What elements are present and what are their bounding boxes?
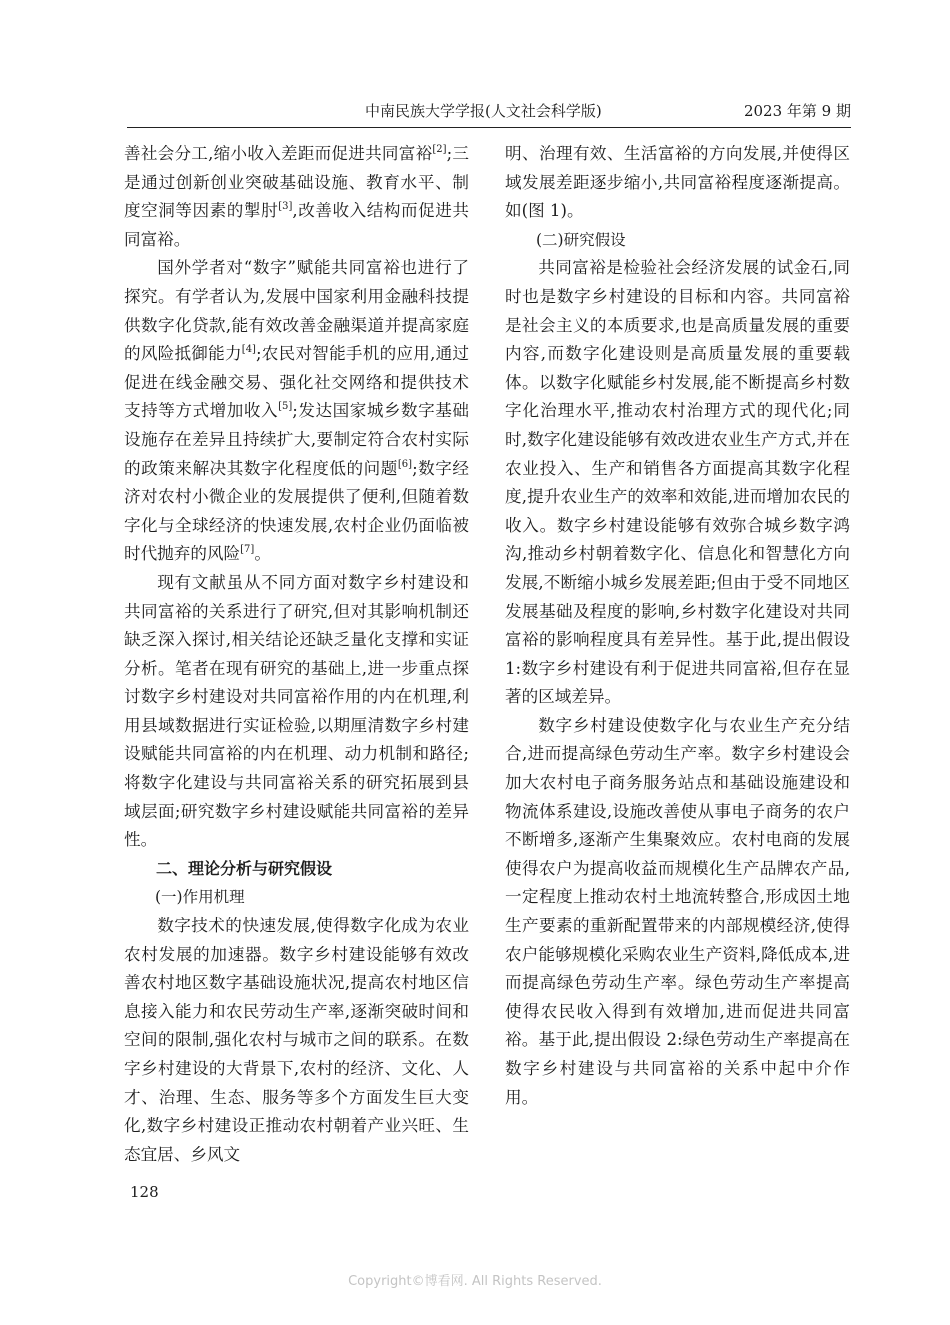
text-run: ;农民对智能手机的应用,通过促进在线金融交易、强化社交网络和提供技术支持等方式增加收入 — [124, 344, 469, 421]
section-heading: 二、理论分析与研究假设 — [156, 858, 333, 878]
paragraph — [124, 140, 469, 254]
text-run: ;发达国家城乡数字基础设施存在差异且持续扩大,要制定符合农村实际的政策来解决其数字化程度低的问题 — [124, 401, 470, 478]
left-column — [124, 140, 469, 1169]
text-run: ;数字经济对农村小微企业的发展提供了便利,但随着数字化与全球经济的快速发展,农村企业仍面临被时代抛弃的风险 — [124, 458, 470, 564]
text-run: 。 — [254, 544, 271, 564]
paragraph: 共同富裕是检验社会经济发展的试金石,同时也是数字乡村建设的目标和内容。共同富裕是社会主义的本质要求,也是高质量发展的重要内容,而数字化建设则是高质量发展的重要载体。以数字化赋能乡村发展,能不断提高乡村数字化治理水平,推动农村治理方式的现代化;同时,数字化建设能够有效改进农业生产方式,并在农业投入、生产和销售各方面提高其数字化程度,提升农业生产的效率和效能,进而增加农民的收入。数字乡村建设能够有效弥合城乡数字鸿沟,推动乡村朝着数字化、信息化和智慧化方向发展,不断缩小城乡发展差距;但由于受不同地区发展基础及程度的影响,乡村数字化建设对共同富裕的影响程度具有差异性。基于此,提出假设 1:数字乡村建设有利于促进共同富裕,但存在显著的区域差异。 — [505, 258, 850, 707]
citation-ref: [6] — [397, 458, 413, 470]
subsection-heading: (一)作用机理 — [155, 888, 245, 907]
running-header — [127, 97, 851, 128]
issue-label: 2023 年第 9 期 — [743, 102, 851, 120]
citation-ref: [3] — [278, 201, 293, 213]
citation-ref: [7] — [240, 544, 255, 556]
right-column — [505, 140, 850, 1112]
citation-ref: [2] — [432, 144, 447, 155]
subsection-heading: (二)研究假设 — [536, 230, 626, 249]
text-run: ,改善收入结构而促进共同富裕。 — [124, 201, 470, 249]
citation-ref: [5] — [278, 401, 293, 413]
paragraph — [124, 254, 469, 569]
text-run: 善社会分工,缩小收入差距而促进共同富裕 — [124, 144, 433, 163]
journal-name: 中南民族大学学报(人文社会科学版) — [365, 102, 602, 120]
text-run: ;三是通过创新创业突破基础设施、教育水平、制度空洞等因素的掣肘 — [124, 144, 469, 221]
page-number: 128 — [130, 1183, 159, 1201]
copyright-watermark: Copyright©博看网. All Rights Reserved. — [348, 1274, 602, 1289]
paragraph: 数字技术的快速发展,使得数字化成为农业农村发展的加速器。数字乡村建设能够有效改善农村地区数字基础设施状况,提高农村地区信息接入能力和农民劳动生产率,逐渐突破时间和空间的限制,强化农村与城市之间的联系。在数字乡村建设的大背景下,农村的经济、文化、人才、治理、生态、服务等多个方面发生巨大变化,数字乡村建设正推动农村朝着产业兴旺、生态宜居、乡风文 — [124, 916, 469, 1164]
paragraph: 明、治理有效、生活富裕的方向发展,并使得区域发展差距逐步缩小,共同富裕程度逐渐提高。如(图 1)。 — [505, 144, 850, 221]
paragraph: 数字乡村建设使数字化与农业生产充分结合,进而提高绿色劳动生产率。数字乡村建设会加大农村电子商务服务站点和基础设施建设和物流体系建设,设施改善使从事电子商务的农户不断增多,逐渐产生集聚效应。农村电商的发展使得农户为提高收益而规模化生产品牌农产品,一定程度上推动农村土地流转整合,形成因土地生产要素的重新配置带来的内部规模经济,使得农户能够规模化采购农业生产资料,降低成本,进而提高绿色劳动生产率。绿色劳动生产率提高使得农民收入得到有效增加,进而促进共同富裕。基于此,提出假设 2:绿色劳动生产率提高在数字乡村建设与共同富裕的关系中起中介作用。 — [505, 715, 850, 1107]
paragraph: 现有文献虽从不同方面对数字乡村建设和共同富裕的关系进行了研究,但对其影响机制还缺乏深入探讨,相关结论还缺乏量化支撑和实证分析。笔者在现有研究的基础上,进一步重点探讨数字乡村建设对共同富裕作用的内在机理,利用县域数据进行实证检验,以期厘清数字乡村建设赋能共同富裕的内在机理、动力机制和路径;将数字化建设与共同富裕关系的研究拓展到县域层面;研究数字乡村建设赋能共同富裕的差异性。 — [124, 572, 469, 850]
citation-ref: [4] — [241, 344, 256, 356]
text-run: 国外学者对“数字”赋能共同富裕也进行了探究。有学者认为,发展中国家利用金融科技提供数字化贷款,能有效改善金融渠道并提高家庭的风险抵御能力 — [124, 258, 469, 364]
